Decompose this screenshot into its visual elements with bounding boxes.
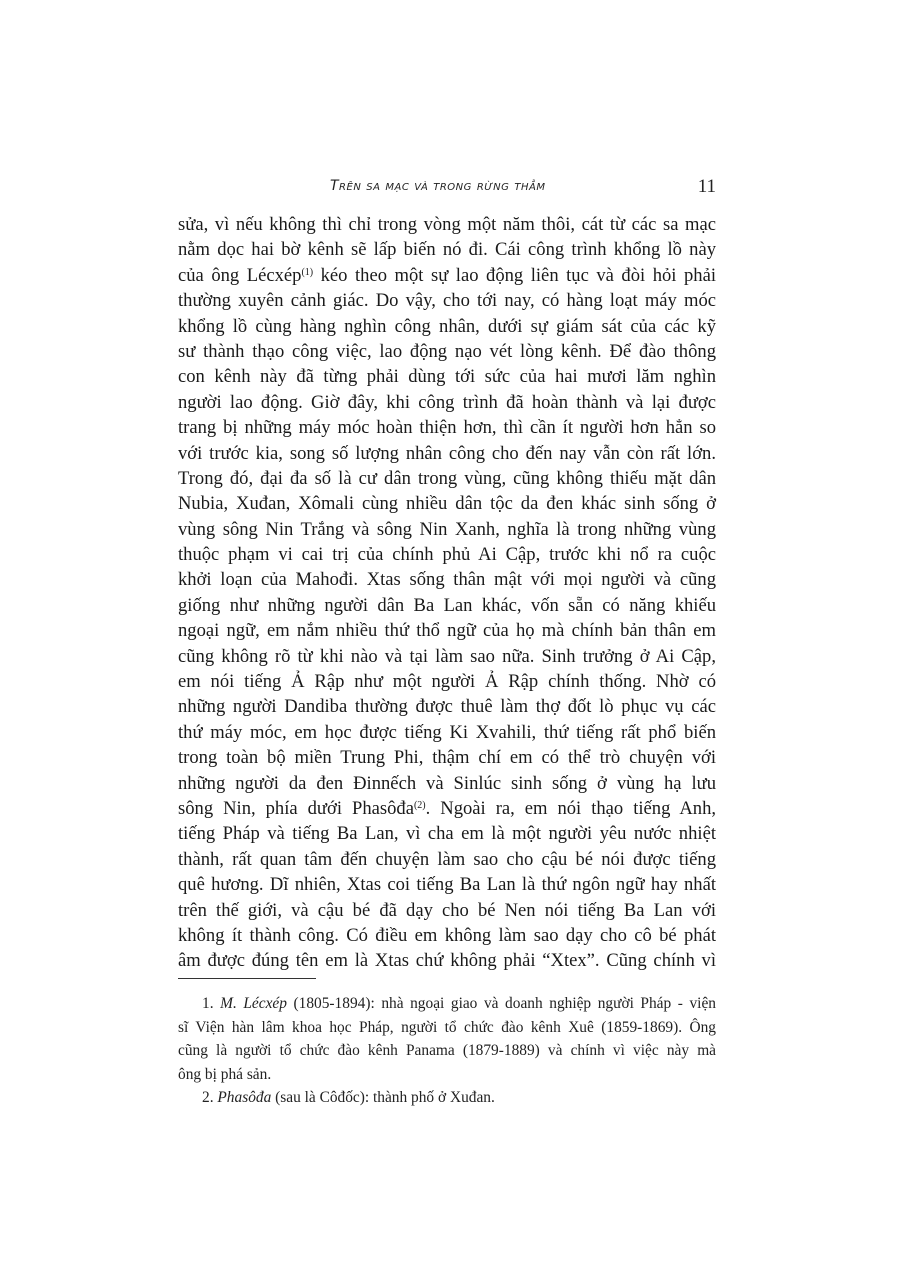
text-line: cũng không rõ từ khi nào và tại làm sao nữa. Sinh trưởng ở Ai Cập, (178, 645, 716, 667)
text-line: nằm dọc hai bờ kênh sẽ lấp biến nó đi. Cái công trình khổng lồ này (178, 239, 716, 261)
body-text (178, 212, 716, 974)
running-title: Trên sa mạc và trong rừng thẳm (330, 178, 546, 194)
footnote-text: (sau là Côđốc): thành phố ở Xuđan. (271, 1089, 495, 1107)
text-segment: . Ngoài ra, em nói thạo tiếng Anh, (425, 797, 717, 819)
text-line: thường xuyên cảnh giác. Do vậy, cho tới nay, có hàng loạt máy móc (178, 290, 716, 312)
text-line: thuộc phạm vi cai trị của chính phủ Ai Cập, trước khi nổ ra cuộc (178, 544, 716, 566)
footnote-number: 1. (202, 995, 214, 1012)
text-line: khởi loạn của Mahođi. Xtas sống thân mật với mọi người và cũng (178, 569, 716, 591)
footnote-line: sĩ Viện hàn lâm khoa học Pháp, người tổ chức đào kênh Xuê (1859-1869). Ông (178, 1018, 716, 1036)
text-line: em nói tiếng Ả Rập như một người Ả Rập chính thống. Nhờ có (178, 671, 716, 693)
text-line: quê hương. Dĩ nhiên, Xtas coi tiếng Ba Lan là thứ ngôn ngữ hay nhất (178, 874, 716, 896)
text-line: người lao động. Giờ đây, khi công trình đã hoàn thành và lại được (178, 391, 716, 413)
text-line: âm được đúng tên em là Xtas chứ không phải “Xtex”. Cũng chính vì (178, 950, 716, 972)
footnote-line (178, 1086, 716, 1110)
footnote-term: Phasôđa (217, 1089, 272, 1107)
footnote-line: ông bị phá sản. (178, 1065, 272, 1083)
footnote-line: cũng là người tổ chức đào kênh Panama (1879-1889) và chính vì việc này mà (178, 1042, 716, 1060)
text-line: khổng lồ cùng hàng nghìn công nhân, dưới sự giám sát của các kỹ (178, 315, 716, 337)
text-line: với trước kia, song số lượng nhân công cho đến nay vẫn còn rất lớn. (178, 442, 716, 464)
footnote-ref-1: (1) (301, 266, 314, 278)
text-line: sư thành thạo công việc, lao động nạo vét lòng kênh. Để đào thông (178, 340, 716, 362)
text-line: sửa, vì nếu không thì chỉ trong vòng một năm thôi, cát từ các sa mạc (178, 214, 716, 235)
footnote-line (178, 992, 716, 1016)
text-line: trang bị những máy móc hoàn thiện hơn, thì cần ít người hơn hẳn so (178, 417, 716, 439)
footnote-2 (178, 1086, 716, 1110)
text-line: trên thế giới, và cậu bé đã dạy cho bé Nen nói tiếng Ba Lan với (178, 899, 716, 921)
text-line: con kênh này đã từng phải dùng tới sức của hai mươi lăm nghìn (178, 366, 716, 388)
text-segment: sông Nin, phía dưới Phasôđa (178, 797, 414, 819)
running-header (178, 176, 716, 200)
text-line: những người Dandiba thường được thuê làm thợ đốt lò phục vụ các (178, 696, 716, 718)
text-line: Trong đó, đại đa số là cư dân trong vùng, cũng không thiếu mặt dân (178, 467, 716, 489)
text-line: thứ máy móc, em học được tiếng Ki Xvahili, thứ tiếng rất phổ biến (178, 721, 716, 743)
footnote-1 (178, 992, 716, 1086)
footnote-term: M. Lécxép (220, 995, 287, 1012)
footnote-ref-2: (2) (413, 799, 426, 811)
text-line: những người da đen Đinnếch và Sinlúc sinh sống ở vùng hạ lưu (178, 772, 716, 794)
text-line: trong toàn bộ miền Trung Phi, thậm chí em có thể trò chuyện với (178, 747, 716, 769)
footnote-divider (178, 978, 316, 979)
text-line: thành, rất quan tâm đến chuyện làm sao cho cậu bé nói được tiếng (178, 848, 716, 870)
text-segment: kéo theo một sự lao động liên tục và đòi hỏi phải (313, 264, 716, 286)
footnote-number: 2. (202, 1089, 214, 1107)
footnote-text: (1805-1894): nhà ngoại giao và doanh nghiệp người Pháp - viện (286, 995, 716, 1012)
text-line: tiếng Pháp và tiếng Ba Lan, vì cha em là một người yêu nước nhiệt (178, 823, 716, 845)
footnotes (178, 992, 716, 1110)
text-line: không ít thành công. Có điều em không làm sao dạy cho cô bé phát (178, 924, 716, 946)
text-line (178, 263, 716, 288)
text-segment: của ông Lécxép (178, 264, 302, 286)
text-line: Nubia, Xuđan, Xômali cùng nhiều dân tộc da đen khác sinh sống ở (178, 493, 716, 515)
text-line: vùng sông Nin Trắng và sông Nin Xanh, nghĩa là trong những vùng (178, 518, 716, 540)
text-line: ngoại ngữ, em nắm nhiều thứ thổ ngữ của họ mà chính bản thân em (178, 620, 716, 642)
text-line: giống như những người dân Ba Lan khác, vốn sẵn có năng khiếu (178, 594, 716, 616)
page-number: 11 (697, 176, 716, 197)
text-line (178, 796, 716, 821)
